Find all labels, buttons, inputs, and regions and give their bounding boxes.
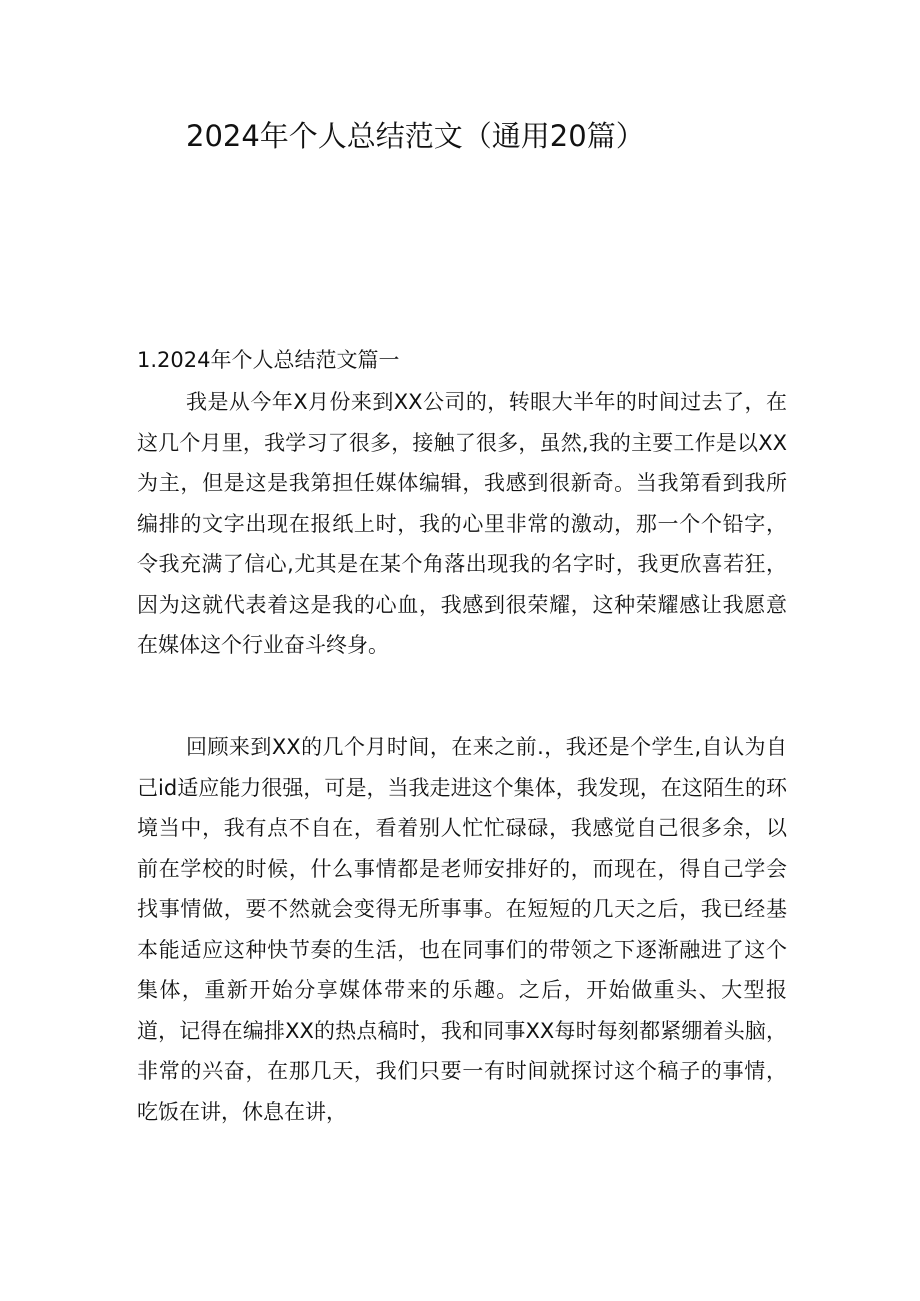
body-paragraph-2: 回顾来到XX的几个月时间，在来之前.，我还是个学生,自认为自己id适应能力很强，可是，当我走进这个集体，我发现，在这陌生的环境当中，我有点不自在，看着别人忙忙碌碌，我感觉自己很多余，以前在学校的时候，什么事情都是老师安排好的，而现在，得自己学会找事情做，要不然就会变得无所事事。在短短的几天之后，我已经基本能适应这种快节奏的生活，也在同事们的带领之下逐渐融进了这个集体，重新开始分享媒体带来的乐趣。之后，开始做重头、大型报道，记得在编排XX的热点稿时，我和同事XX每时每刻都紧绷着头脑，非常的兴奋，在那几天，我们只要一有时间就探讨这个稿子的事情，吃饭在讲，休息在讲， [137, 735, 787, 1124]
section-heading: 1.2024年个人总结范文篇一 [137, 348, 400, 372]
document-title: 2024年个人总结范文（通用20篇） [186, 119, 645, 153]
body-paragraph-1: 我是从今年X月份来到XX公司的，转眼大半年的时间过去了，在这几个月里，我学习了很多，接触了很多，虽然,我的主要工作是以XX为主，但是这是我第担任媒体编辑，我感到很新奇。当我第看到我所编排的文字出现在报纸上时，我的心里非常的激动，那一个个铅字，令我充满了信心,尤其是在某个角落出现我的名字时，我更欣喜若狂，因为这就代表着这是我的心血，我感到很荣耀，这种荣耀感让我愿意在媒体这个行业奋斗终身。 [137, 390, 787, 657]
